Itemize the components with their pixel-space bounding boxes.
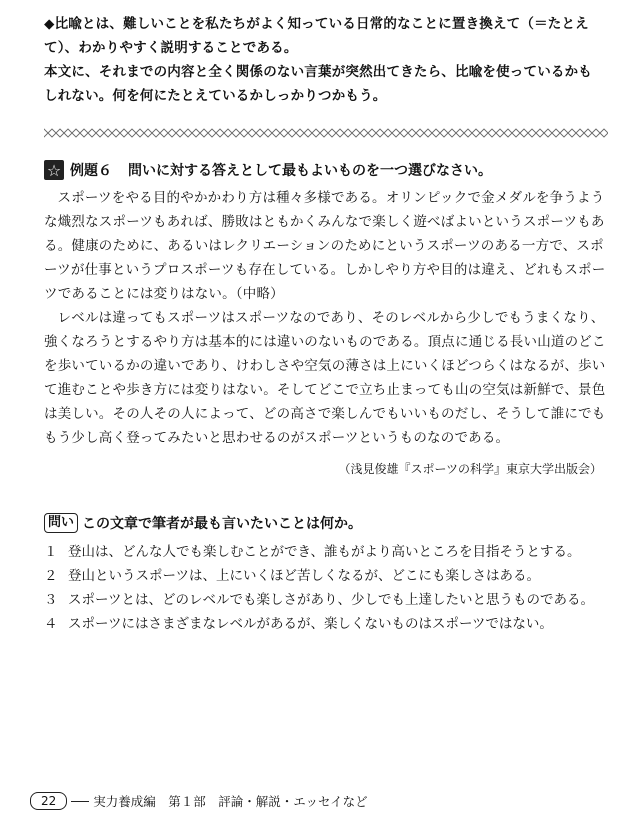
choice-number: ３: [44, 592, 58, 608]
page-footer: [30, 792, 368, 810]
example-instruction: 問いに対する答えとして最もよいものを一つ選びなさい。: [128, 163, 492, 179]
passage-paragraph-2: レベルは違ってもスポーツはスポーツなのであり、そのレベルから少しでもうまくなり、強くなろうとするやり方は基本的には違いのないものである。頂点に通じる長い山道のどこを歩いているかの違いであり、けわしさや空気の薄さは上にいくほどつらくはなるが、歩いて進むことや歩き方には変りはない。そしてどこで立ち止まっても山の空気は新鮮で、景色は美しい。その人その人によって、どの高さで楽しんでもいいものだし、そうして誰にでももう少し高く登ってみたいと思わせるのがスポーツというものなのである。: [44, 310, 606, 446]
intro-tip: 本文に、それまでの内容と全く関係のない言葉が突然出てきたら、比喩を使っているかもしれない。何を何にたとえているかしっかりつかもう。: [44, 64, 592, 104]
choice-text: スポーツとは、どのレベルでも楽しさがあり、少しでも上達したいと思うものである。: [68, 592, 594, 608]
page-number: 22: [30, 792, 67, 810]
choice-item[interactable]: [44, 612, 604, 636]
choice-list: [44, 540, 604, 636]
choice-number: ４: [44, 616, 58, 632]
section-divider: [44, 128, 608, 138]
choice-text: スポーツにはさまざまなレベルがあるが、楽しくないものはスポーツではない。: [68, 616, 553, 632]
passage: [44, 186, 606, 450]
choice-item[interactable]: [44, 540, 604, 564]
question-text: この文章で筆者が最も言いたいことは何か。: [82, 516, 363, 532]
choice-number: １: [44, 544, 58, 560]
choice-number: ２: [44, 568, 58, 584]
example-title: 例題６: [70, 163, 112, 179]
star-icon: ☆: [44, 160, 64, 180]
footer-section-title: 実力養成編 第１部 評論・解説・エッセイなど: [93, 794, 368, 809]
passage-source: （浅見俊雄『スポーツの科学』東京大学出版会）: [338, 462, 602, 476]
choice-text: 登山というスポーツは、上にいくほど苦しくなるが、どこにも楽しさはある。: [68, 568, 540, 584]
intro-definition: ◆比喩とは、難しいことを私たちがよく知っている日常的なことに置き換えて（＝たとえて）、わかりやすく説明することである。: [44, 16, 589, 56]
question-header: [44, 513, 362, 533]
footer-rule: [71, 801, 89, 802]
passage-paragraph-1: スポーツをやる目的やかかわり方は種々多様である。オリンピックで金メダルを争うような熾烈なスポーツもあれば、勝敗はともかくみんなで楽しく遊べばよいというスポーツもある。健康のために、あるいはレクリエーションのためにというスポーツのある一方で、スポーツが仕事というプロスポーツも存在している。しかしやり方や目的は違え、どれもスポーツであることには変りはない。（中略）: [44, 190, 606, 302]
choice-item[interactable]: [44, 588, 604, 612]
example-header: [44, 160, 492, 180]
question-badge: 問い: [44, 513, 78, 533]
intro-section: [44, 12, 604, 108]
choice-item[interactable]: [44, 564, 604, 588]
choice-text: 登山は、どんな人でも楽しむことができ、誰もがより高いところを目指そうとする。: [68, 544, 581, 560]
